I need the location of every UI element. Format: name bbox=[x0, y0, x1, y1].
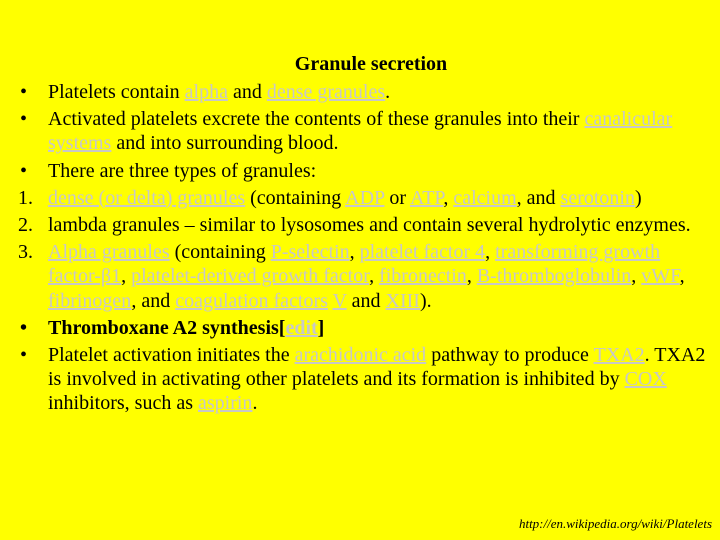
wiki-link[interactable]: arachidonic acid bbox=[294, 344, 427, 367]
wiki-link[interactable]: XIII bbox=[385, 289, 420, 312]
list-number: 2. bbox=[18, 214, 33, 237]
item-text: lambda granules – similar to lysosomes and contain several hydrolytic enzymes. bbox=[48, 214, 691, 237]
wiki-link[interactable]: vWF bbox=[641, 265, 680, 288]
item-text: (containing bbox=[245, 186, 346, 209]
item-text: . bbox=[385, 81, 391, 103]
wiki-link[interactable]: COX bbox=[624, 368, 667, 391]
bullet-marker: • bbox=[20, 159, 28, 182]
wiki-link[interactable]: dense granules bbox=[266, 81, 386, 103]
item-text: or bbox=[384, 186, 410, 209]
item-text: , bbox=[349, 241, 360, 264]
item-text: pathway to produce bbox=[426, 344, 594, 367]
wiki-link[interactable]: dense (or delta) granules bbox=[48, 186, 246, 209]
item-text: ) bbox=[634, 186, 642, 209]
slide-content bbox=[18, 80, 708, 419]
item-text: Thromboxane A2 synthesis[ bbox=[48, 316, 286, 339]
item-text: Platelet activation initiates the bbox=[48, 344, 295, 367]
wiki-link[interactable]: transforming growth factor-β1 bbox=[48, 241, 661, 288]
bullet-marker: • bbox=[20, 108, 28, 131]
item-text: . TXA2 is involved in activating other platelets and its formation is inhibited by bbox=[48, 344, 706, 391]
item-text: , bbox=[121, 265, 132, 288]
wiki-link[interactable]: alpha bbox=[184, 81, 228, 103]
item-text: (containing bbox=[169, 241, 271, 264]
bullet-marker: • bbox=[20, 344, 28, 367]
list-number: 3. bbox=[18, 241, 33, 264]
item-text: , bbox=[485, 241, 496, 264]
wiki-link[interactable]: aspirin bbox=[198, 392, 253, 415]
wiki-link[interactable]: V bbox=[332, 289, 347, 312]
wiki-link[interactable]: TXA2 bbox=[593, 344, 645, 367]
numbered-item bbox=[18, 186, 708, 210]
wiki-link[interactable]: P-selectin bbox=[270, 241, 350, 264]
item-text: There are three types of granules: bbox=[48, 159, 317, 182]
numbered-item bbox=[18, 213, 708, 237]
slide-title: Granule secretion bbox=[294, 53, 448, 75]
wiki-link[interactable]: ATP bbox=[409, 186, 444, 209]
item-text: . bbox=[252, 392, 258, 415]
wiki-link[interactable]: ADP bbox=[345, 186, 385, 209]
wiki-link[interactable]: edit bbox=[285, 316, 318, 339]
bullet-marker: • bbox=[20, 316, 28, 339]
wiki-link[interactable]: fibrinogen bbox=[48, 289, 132, 312]
bullet-item bbox=[18, 343, 708, 416]
wiki-link[interactable]: platelet-derived growth factor bbox=[131, 265, 370, 288]
wiki-link[interactable]: platelet factor 4 bbox=[359, 241, 486, 264]
bullet-item bbox=[18, 159, 708, 183]
item-text: ). bbox=[419, 289, 432, 312]
item-text: Platelets contain bbox=[48, 81, 185, 103]
wiki-link[interactable]: B-thromboglobulin bbox=[476, 265, 632, 288]
item-text: , and bbox=[131, 289, 176, 312]
wiki-link[interactable]: canalicular systems bbox=[48, 108, 673, 155]
item-text: , bbox=[369, 265, 380, 288]
item-text: , and bbox=[516, 186, 561, 209]
item-text: , bbox=[443, 186, 454, 209]
item-text: , bbox=[631, 265, 642, 288]
item-text: and bbox=[227, 81, 267, 103]
item-text: inhibitors, such as bbox=[48, 392, 198, 415]
bullet-item bbox=[18, 107, 708, 155]
bullet-item bbox=[18, 316, 708, 340]
wiki-link[interactable]: fibronectin bbox=[379, 265, 467, 288]
source-citation: http://en.wikipedia.org/wiki/Platelets bbox=[518, 516, 712, 531]
item-text: , bbox=[679, 265, 685, 288]
wiki-link[interactable]: Alpha granules bbox=[48, 241, 170, 264]
numbered-item bbox=[18, 240, 708, 313]
bullet-marker: • bbox=[20, 81, 28, 103]
wiki-link[interactable]: calcium bbox=[453, 186, 517, 209]
list-number: 1. bbox=[18, 186, 33, 209]
item-text: , bbox=[466, 265, 477, 288]
wiki-link[interactable]: coagulation factors bbox=[175, 289, 328, 312]
item-text: ] bbox=[317, 316, 325, 339]
item-text: and into surrounding blood. bbox=[111, 132, 339, 155]
bullet-item bbox=[18, 80, 708, 104]
item-text: Activated platelets excrete the contents of these granules into their bbox=[48, 108, 585, 131]
wiki-link[interactable]: serotonin bbox=[560, 186, 635, 209]
item-text: and bbox=[346, 289, 386, 312]
